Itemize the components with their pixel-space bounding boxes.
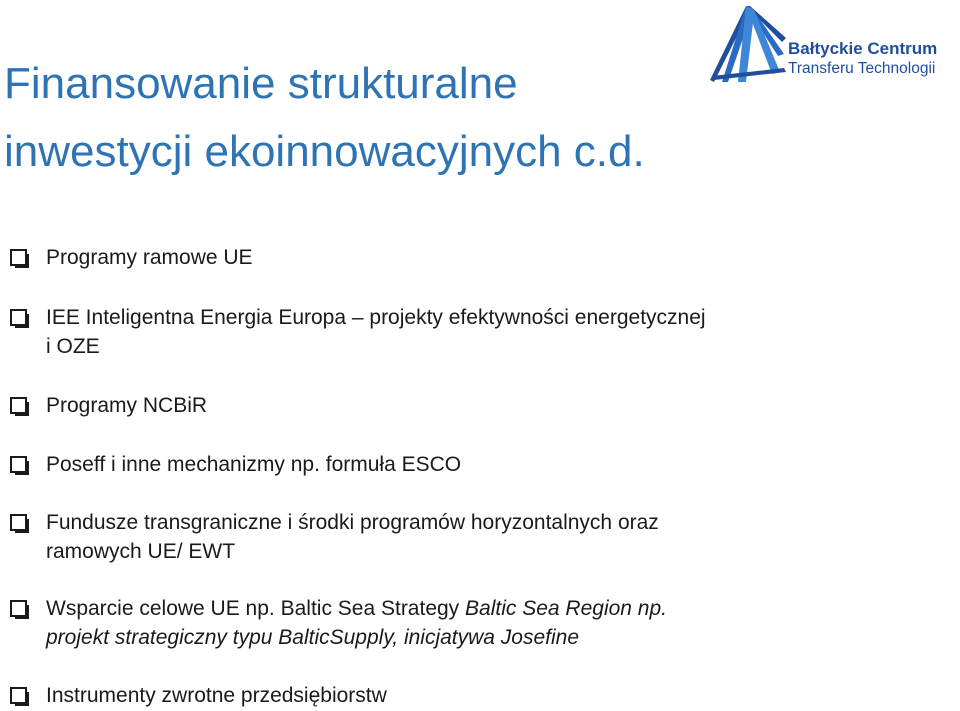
title-line-1: Finansowanie strukturalne: [4, 59, 518, 108]
bullet-text-line-2: projekt strategiczny typu BalticSupply, inicjatywa Josefine: [46, 626, 580, 649]
bullet-text-line-1: Fundusze transgraniczne i środki programów horyzontalnych oraz: [46, 511, 659, 534]
bullet-text-line-2: ramowych UE/ EWT: [46, 540, 236, 563]
bullet-text: Instrumenty zwrotne przedsiębiorstw: [46, 684, 387, 707]
logo-name-line-2: Transferu Technologii: [788, 60, 936, 77]
bullet-text: [46, 508, 846, 566]
bullet-text-line-1: [46, 594, 846, 623]
checkbox-bullet-icon: [10, 249, 27, 266]
checkbox-bullet-icon: [10, 600, 27, 617]
bullet-text: [46, 594, 846, 652]
bullet-text-line-1: IEE Inteligentna Energia Europa – projekty efektywności energetycznej: [46, 306, 706, 329]
bullet-text: Programy ramowe UE: [46, 246, 253, 269]
bullet-text: Programy NCBiR: [46, 394, 208, 417]
bullet-text-plain: Wsparcie celowe UE np. Baltic Sea Strategy: [46, 597, 460, 620]
bullet-text: Poseff i inne mechanizmy np. formuła ESCO: [46, 453, 462, 476]
checkbox-bullet-icon: [10, 456, 27, 473]
checkbox-bullet-icon: [10, 397, 27, 414]
bullet-text-line-2: i OZE: [46, 335, 100, 358]
bullet-text-italic: Baltic Sea Region np.: [465, 597, 667, 620]
logo-name-line-1: Bałtyckie Centrum: [788, 39, 938, 58]
checkbox-bullet-icon: [10, 309, 27, 326]
bullet-text: [46, 303, 846, 361]
checkbox-bullet-icon: [10, 687, 27, 704]
title-line-2: inwestycji ekoinnowacyjnych c.d.: [4, 127, 645, 176]
checkbox-bullet-icon: [10, 514, 27, 531]
